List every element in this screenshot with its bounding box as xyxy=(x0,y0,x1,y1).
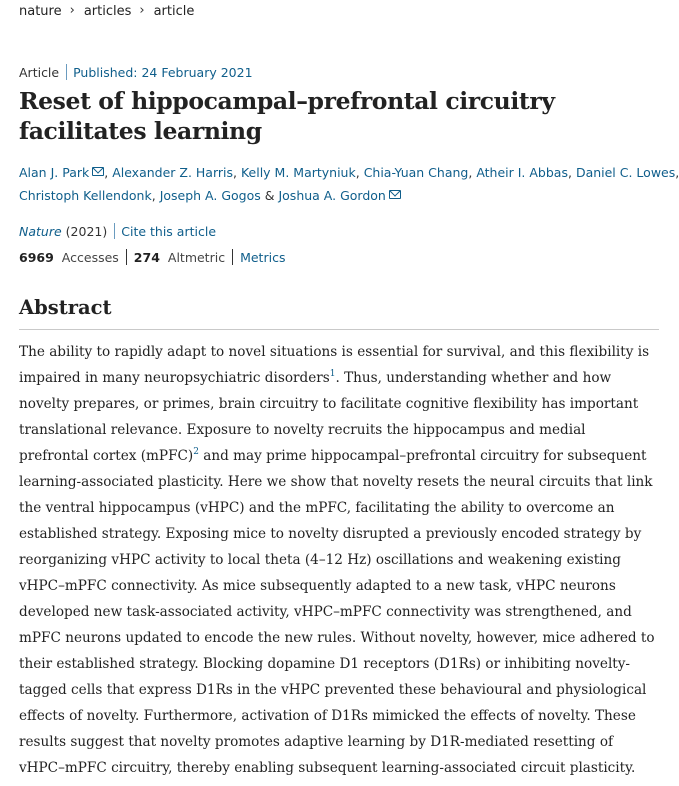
divider xyxy=(114,223,115,239)
abstract-text: the ventral hippocampus (vHPC) and the mPFC, facilitating the ability to overcome an xyxy=(19,500,615,516)
abstract-line xyxy=(19,755,659,781)
author-separator: , xyxy=(355,165,364,180)
accesses-label: Accesses xyxy=(61,249,119,265)
abstract-text: developed new task-associated activity, vHPC–mPFC connectivity was strengthened, and xyxy=(19,604,632,620)
abstract-text: tagged cells that express D1Rs in the vHPC prevented these behavioural and physiological xyxy=(19,682,647,698)
abstract-line xyxy=(19,703,659,729)
article-meta xyxy=(19,64,253,80)
reference-link[interactable]: 1 xyxy=(329,369,336,379)
author-link[interactable]: Alan J. Park xyxy=(19,165,90,180)
abstract-line xyxy=(19,469,659,495)
breadcrumb-articles[interactable]: articles xyxy=(83,4,132,19)
abstract-text: results suggest that novelty promotes adaptive learning by D1R-mediated resetting of xyxy=(19,734,614,750)
author-link[interactable]: Atheir I. Abbas xyxy=(476,165,568,180)
author-link[interactable]: Chia-Yuan Chang xyxy=(363,165,469,180)
abstract-text: mPFC neurons updated to encode the new rules. Without novelty, however, mice adhered to xyxy=(19,630,655,646)
chevron-right-icon: › xyxy=(69,3,75,18)
abstract-line xyxy=(19,677,659,703)
author-link[interactable]: Kelly M. Martyniuk xyxy=(240,165,356,180)
citation-row xyxy=(19,223,216,239)
divider xyxy=(126,249,127,265)
divider xyxy=(66,64,67,80)
accesses-count: 6969 xyxy=(19,249,54,265)
cite-this-article-link[interactable]: Cite this article xyxy=(121,223,217,239)
abstract-text: novelty prepares, or primes, brain circuitry to facilitate cognitive flexibility has important xyxy=(19,396,639,412)
author-line xyxy=(19,161,679,184)
mail-icon[interactable] xyxy=(92,167,104,176)
abstract-body xyxy=(19,339,659,781)
abstract-line xyxy=(19,339,659,365)
abstract-line xyxy=(19,521,659,547)
author-separator: , xyxy=(675,165,679,180)
abstract-text: vHPC–mPFC circuitry, thereby enabling subsequent learning-associated circuit plasticity. xyxy=(19,760,636,776)
author-link[interactable]: Joshua A. Gordon xyxy=(278,188,386,203)
author-separator: , xyxy=(567,165,576,180)
abstract-text: effects of novelty. Furthermore, activation of D1Rs mimicked the effects of novelty. These xyxy=(19,708,636,724)
breadcrumb xyxy=(19,4,194,19)
abstract-text: vHPC–mPFC connectivity. As mice subsequently adapted to a new task, vHPC neurons xyxy=(19,578,616,594)
abstract-line xyxy=(19,547,659,573)
abstract-text: reorganizing vHPC activity to local theta (4–12 Hz) oscillations and weakening existing xyxy=(19,552,621,568)
abstract-line xyxy=(19,651,659,677)
abstract-text: and may prime hippocampal–prefrontal circuitry for subsequent xyxy=(198,448,647,464)
author-separator: , xyxy=(233,165,241,180)
metrics-row xyxy=(19,249,285,265)
abstract-heading: Abstract xyxy=(19,296,112,319)
altmetric-count: 274 xyxy=(133,249,160,265)
article-title-line-2: facilitates learning xyxy=(19,117,262,145)
abstract-line xyxy=(19,625,659,651)
author-separator: , xyxy=(151,188,160,203)
abstract-divider xyxy=(19,329,659,330)
abstract-text: translational relevance. Exposure to novelty recruits the hippocampus and medial xyxy=(19,422,586,438)
breadcrumb-current: article xyxy=(153,4,195,19)
abstract-text: prefrontal cortex (mPFC) xyxy=(19,448,194,464)
altmetric-label: Altmetric xyxy=(167,249,226,265)
abstract-text: impaired in many neuropsychiatric disorders xyxy=(19,370,330,386)
author-list xyxy=(19,161,679,207)
abstract-text: established strategy. Exposing mice to novelty disrupted a previously encoded strategy by xyxy=(19,526,642,542)
article-title xyxy=(19,86,629,146)
metrics-link[interactable]: Metrics xyxy=(240,249,286,265)
abstract-line xyxy=(19,365,659,391)
abstract-line xyxy=(19,443,659,469)
author-link[interactable]: Daniel C. Lowes xyxy=(575,165,676,180)
breadcrumb-nature[interactable]: nature xyxy=(19,4,62,19)
abstract-line xyxy=(19,495,659,521)
article-type: Article xyxy=(19,64,60,80)
reference-link[interactable]: 2 xyxy=(193,447,199,457)
author-line xyxy=(19,184,649,207)
abstract-line xyxy=(19,599,659,625)
publication-year: (2021) xyxy=(65,223,108,239)
author-link[interactable]: Alexander Z. Harris xyxy=(112,165,234,180)
mail-icon[interactable] xyxy=(389,190,401,199)
abstract-line xyxy=(19,573,659,599)
divider xyxy=(232,249,233,265)
abstract-text: their established strategy. Blocking dopamine D1 receptors (D1Rs) or inhibiting novelty- xyxy=(19,656,631,672)
author-link[interactable]: Christoph Kellendonk xyxy=(19,188,152,203)
published-date: Published: 24 February 2021 xyxy=(73,64,253,80)
author-separator: & xyxy=(260,188,279,203)
abstract-line xyxy=(19,729,659,755)
author-separator: , xyxy=(104,165,113,180)
author-separator: , xyxy=(468,165,477,180)
journal-link[interactable]: Nature xyxy=(19,223,62,239)
article-title-line-1: Reset of hippocampal–prefrontal circuitry xyxy=(19,87,555,115)
author-link[interactable]: Joseph A. Gogos xyxy=(159,188,261,203)
chevron-right-icon: › xyxy=(139,3,145,18)
abstract-text: The ability to rapidly adapt to novel situations is essential for survival, and this flexibility is xyxy=(19,344,650,360)
abstract-line xyxy=(19,417,659,443)
abstract-text: . Thus, understanding whether and how xyxy=(335,370,612,386)
abstract-text: learning-associated plasticity. Here we show that novelty resets the neural circuits that link xyxy=(19,474,653,490)
abstract-line xyxy=(19,391,659,417)
